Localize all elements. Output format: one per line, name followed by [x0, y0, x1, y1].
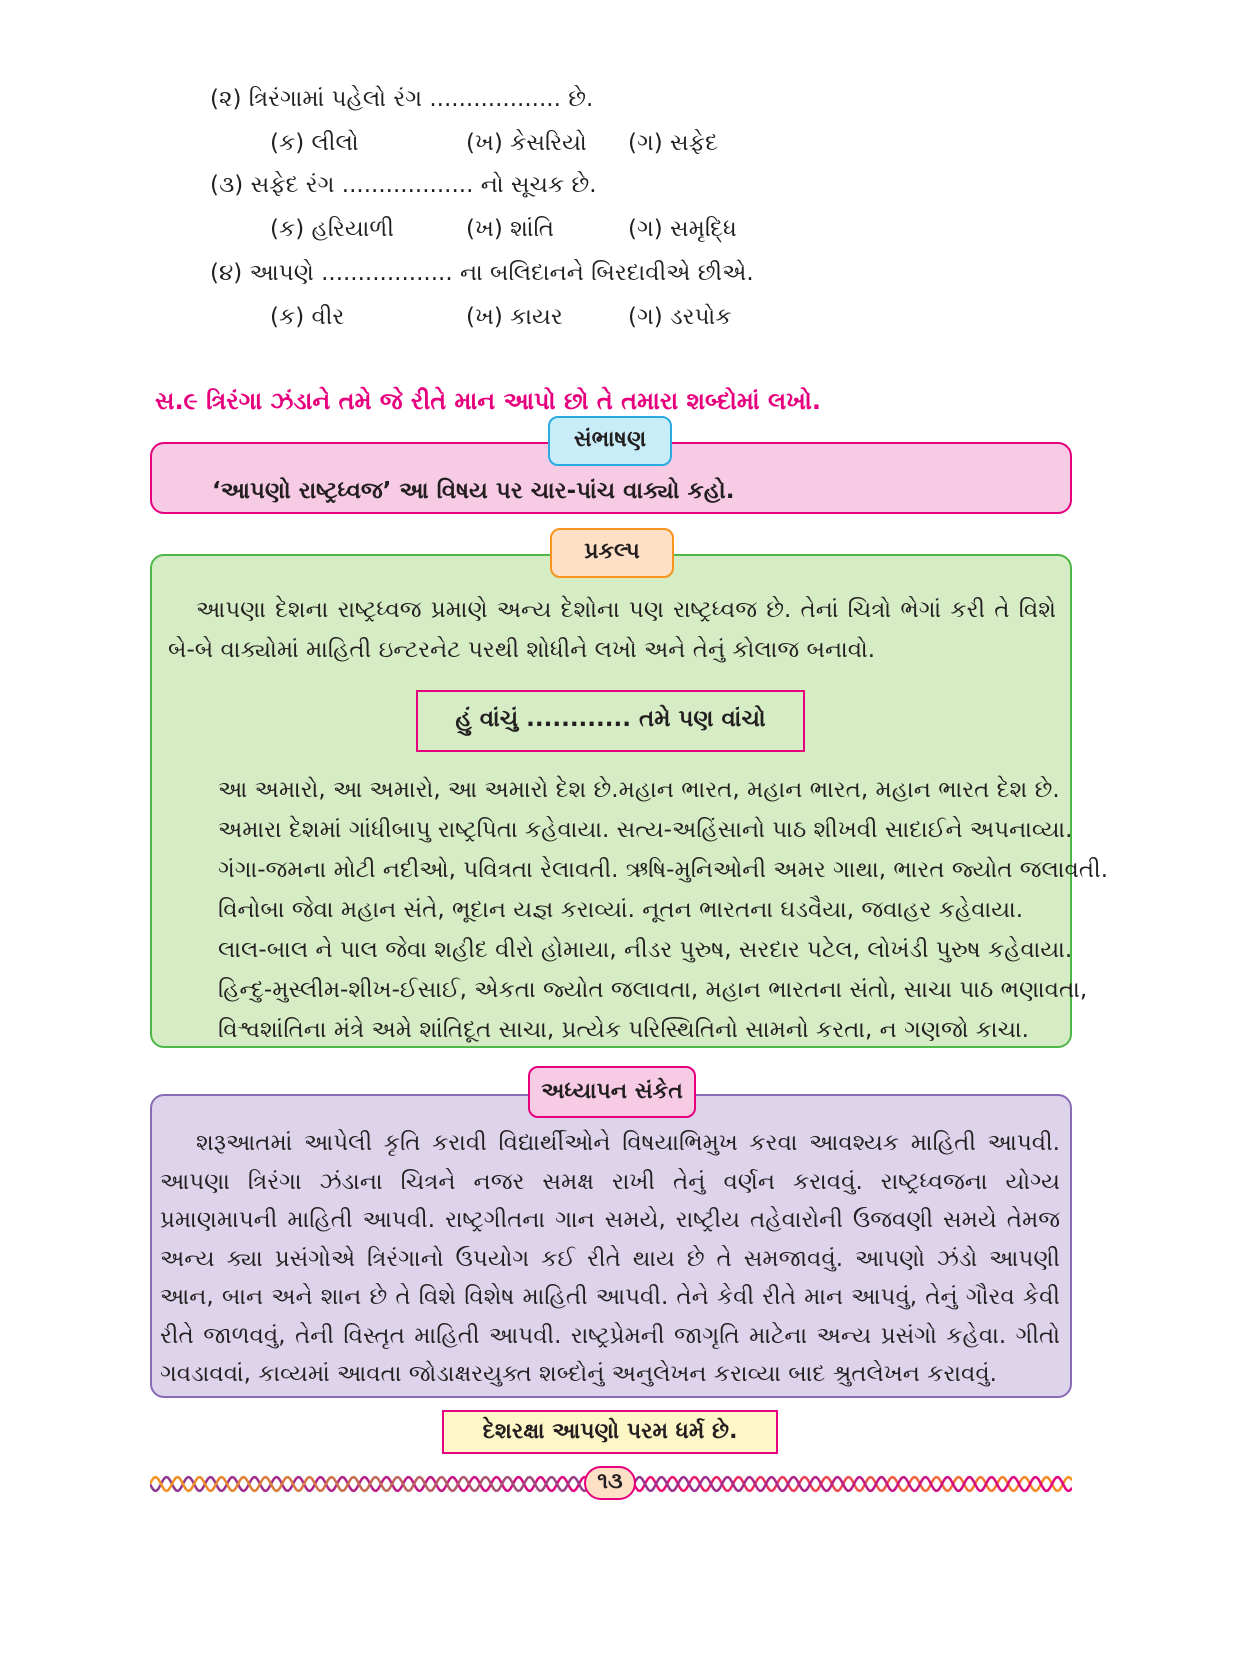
- question-3-text: (૩) સફેદ રંગ .................. નો સૂચક છે.: [210, 172, 597, 198]
- prakalp-text: આપણા દેશના રાષ્ટ્રધ્વજ પ્રમાણે અન્ય દેશોના પણ રાષ્ટ્રધ્વજ છે. તેનાં ચિત્રો ભેગાં કરી તે વિશે બે-બે વાક્યોમાં માહિતી ઇન્ટરનેટ પરથી શોધીને લખો અને તેનું કોલાજ બનાવો.: [168, 597, 1056, 663]
- question-3-option-k: (ક) હરિયાળી: [270, 216, 394, 242]
- poem-line: લાલ-બાલ ને પાલ જેવા શહીદ વીરો હોમાયા, નીડર પુરુષ, સરદાર પટેલ, લોખંડી પુરુષ કહેવાયા.: [218, 937, 1073, 963]
- question-2-option-g: (ગ) સફેદ: [628, 130, 718, 156]
- poem-line: વિનોબા જેવા મહાન સંતે, ભૂદાન યજ્ઞ કરાવ્યાં. નૂતન ભારતના ઘડવૈયા, જવાહર કહેવાયા.: [218, 897, 1024, 923]
- question-4-option-g: (ગ) ડરપોક: [628, 304, 732, 330]
- poem: [218, 770, 1130, 1050]
- poem-line: ગંગા-જમના મોટી નદીઓ, પવિત્રતા રેલાવતી. ઋષિ-મુનિઓની અમર ગાથા, ભારત જ્યોત જલાવતી.: [218, 857, 1109, 883]
- question-9: સ.૯ ત્રિરંગા ઝંડાને તમે જે રીતે માન આપો છો તે તમારા શબ્દોમાં લખો.: [155, 387, 822, 415]
- prakalp-label: પ્રકલ્પ: [550, 528, 674, 578]
- poem-line: વિશ્વશાંતિના મંત્રે અમે શાંતિદૂત સાચા, પ્રત્યેક પરિસ્થિતિનો સામનો કરતા, ન ગણજો કાચા.: [218, 1017, 1029, 1043]
- question-2-option-kh: (ખ) કેસરિયો: [466, 130, 587, 156]
- question-4-option-kh: (ખ) કાયર: [466, 304, 563, 330]
- question-2-text: (૨) ત્રિરંગામાં પહેલો રંગ .................. છે.: [210, 86, 594, 112]
- poem-line: આ અમારો, આ અમારો, આ અમારો દેશ છે.મહાન ભારત, મહાન ભારત, મહાન ભારત દેશ છે.: [218, 777, 1060, 803]
- adhyapan-label: અધ્યાપન સંકેત: [528, 1066, 696, 1118]
- read-title: હું વાંચું ............ તમે પણ વાંચો: [455, 706, 766, 732]
- poem-line: અમારા દેશમાં ગાંધીબાપુ રાષ્ટ્રપિતા કહેવાયા. સત્ય-અહિંસાનો પાઠ શીખવી સાદાઈને અપનાવ્યા.: [218, 817, 1073, 843]
- adhyapan-text: શરૂઆતમાં આપેલી કૃતિ કરાવી વિદ્યાર્થીઓને વિષયાભિમુખ કરવા આવશ્યક માહિતી આપવી. આપણા ત્રિરંગા ઝંડાના ચિત્રને નજર સમક્ષ રાખી તેનું વર્ણન કરાવવું. રાષ્ટ્રધ્વજના યોગ્ય પ્રમાણમાપની માહિતી આપવી. રાષ્ટ્રગીતના ગાન સમયે, રાષ્ટ્રીય તહેવારોની ઉજવણી સમયે તેમજ અન્ય ક્યા પ્રસંગોએ ત્રિરંગાનો ઉપયોગ કઈ રીતે થાય છે તે સમજાવવું. આપણો ઝંડો આપણી આન, બાન અને શાન છે તે વિશે વિશેષ માહિતી આપવી. તેને કેવી રીતે માન આપવું, તેનું ગૌરવ કેવી રીતે જાળવવું, તેની વિસ્તૃત માહિતી આપવી. રાષ્ટ્રપ્રેમની જાગૃતિ માટેના અન્ય પ્રસંગો કહેવા. ગીતો ગવડાવવાં, કાવ્યમાં આવતા જોડાક્ષરયુક્ત શબ્દોનું અનુલેખન કરાવ્યા બાદ શ્રુતલેખન કરાવવું.: [160, 1130, 1060, 1387]
- motto: દેશરક્ષા આપણો પરમ ધર્મ છે.: [482, 1419, 738, 1444]
- question-3-option-g: (ગ) સમૃદ્ધિ: [628, 216, 737, 242]
- sambhashan-text: ‘આપણો રાષ્ટ્રધ્વજ’ આ વિષય પર ચાર-પાંચ વાક્યો કહો.: [212, 478, 735, 504]
- question-4-text: (૪) આપણે .................. ના બલિદાનને બિરદાવીએ છીએ.: [210, 260, 754, 286]
- poem-line: હિન્દુ-મુસ્લીમ-શીખ-ઈસાઈ, એકતા જ્યોત જલાવતા, મહાન ભારતના સંતો, સાચા પાઠ ભણાવતા,: [218, 977, 1088, 1003]
- question-4-option-k: (ક) વીર: [270, 304, 345, 330]
- sambhashan-label: સંભાષણ: [548, 416, 672, 466]
- question-3-option-kh: (ખ) શાંતિ: [466, 216, 554, 242]
- page-number: ૧૩: [597, 1469, 623, 1494]
- question-2-option-k: (ક) લીલો: [270, 130, 359, 156]
